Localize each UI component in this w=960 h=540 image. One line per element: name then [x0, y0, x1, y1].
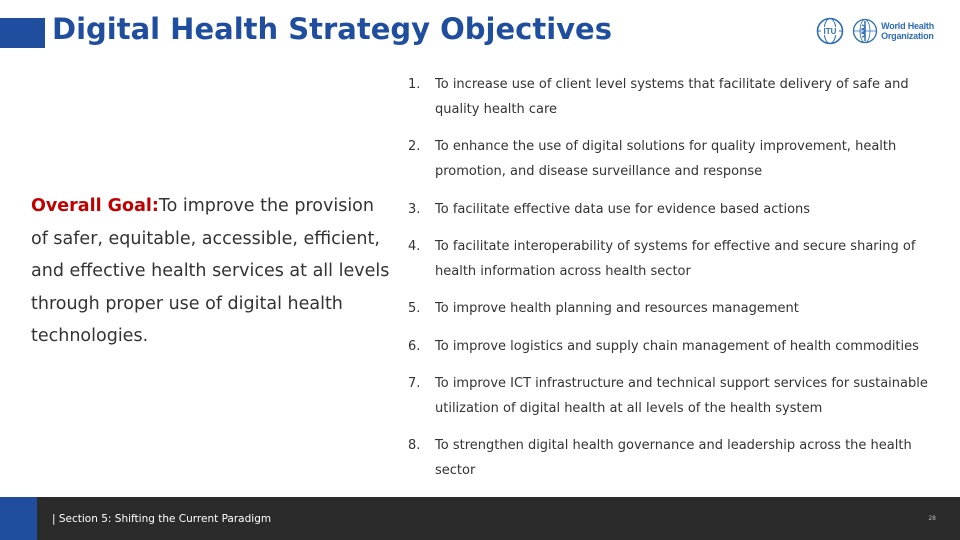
objective-text: To improve logistics and supply chain management of health commodities [435, 339, 919, 354]
page-title: Digital Health Strategy Objectives [52, 12, 612, 46]
objective-number: 2. [408, 139, 421, 154]
objective-item [408, 371, 938, 421]
objective-number: 5. [408, 301, 421, 316]
who-logo [852, 18, 934, 44]
footer-bar [0, 497, 960, 540]
itu-logo-text: ITU [823, 27, 837, 36]
objective-item [408, 72, 938, 122]
objective-text: To increase use of client level systems that facilitate delivery of safe and quality health care [435, 77, 909, 117]
who-emblem-icon [852, 18, 878, 44]
objective-item [408, 197, 938, 222]
objective-text: To enhance the use of digital solutions for quality improvement, health promotion, and disease surveillance and response [435, 139, 897, 179]
who-logo-line2: Organization [881, 31, 934, 41]
who-logo-line1: World Health [881, 21, 934, 31]
objective-number: 7. [408, 376, 421, 391]
footer-accent [0, 497, 37, 540]
overall-goal-text: To improve the provision of safer, equitable, accessible, efficient, and effective health services at all levels through proper use of digital health technologies. [31, 196, 390, 346]
objective-text: To facilitate effective data use for evidence based actions [435, 202, 811, 217]
objective-number: 1. [408, 77, 421, 92]
page-number: 28 [928, 515, 936, 522]
overall-goal [31, 190, 391, 353]
objective-text: To facilitate interoperability of systems for effective and secure sharing of health information across health sector [435, 239, 916, 279]
footer-section-label: | Section 5: Shifting the Current Paradigm [52, 513, 272, 525]
overall-goal-label: Overall Goal: [31, 196, 159, 216]
objective-text: To strengthen digital health governance and leadership across the health sector [435, 438, 912, 478]
header-accent-bar [0, 18, 45, 48]
objective-number: 8. [408, 438, 421, 453]
objective-text: To improve ICT infrastructure and technical support services for sustainable utilization of digital health at all levels of the health system [435, 376, 928, 416]
objective-item [408, 234, 938, 284]
objective-number: 3. [408, 202, 421, 217]
itu-logo-icon [816, 17, 844, 45]
objective-item [408, 134, 938, 184]
objective-item [408, 296, 938, 321]
objective-text: To improve health planning and resources management [435, 301, 799, 316]
who-logo-text [881, 21, 934, 41]
partner-logos [816, 16, 934, 46]
objective-item [408, 433, 938, 483]
objective-number: 4. [408, 239, 421, 254]
objective-item [408, 334, 938, 359]
objective-number: 6. [408, 339, 421, 354]
